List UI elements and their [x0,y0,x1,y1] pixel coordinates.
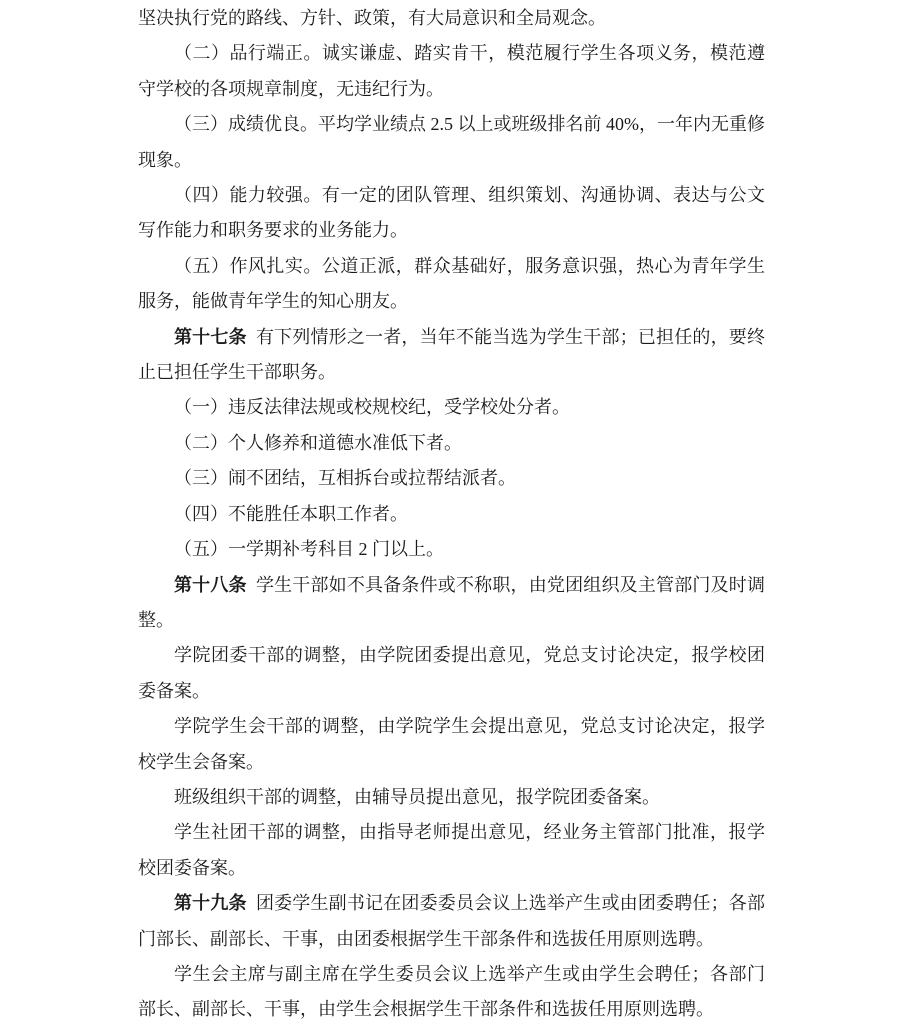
paragraph [138,461,765,496]
paragraph-text: （五）作风扎实。公道正派，群众基础好，服务意识强，热心为青年学生服务，能做青年学生的知心朋友。 [138,255,765,312]
document-content [138,1,765,1024]
paragraph-text: 学院团委干部的调整，由学院团委提出意见，党总支讨论决定，报学校团委备案。 [138,645,765,701]
paragraph-text: （四）能力较强。有一定的团队管理、组织策划、沟通协调、表达与公文写作能力和职务要求的业务能力。 [138,185,765,241]
paragraph-text: 学生干部如不具备条件或不称职，由党团组织及主管部门及时调整。 [138,574,765,630]
article-number: 第十八条 [174,574,247,595]
paragraph [138,709,765,780]
paragraph-text: （四）不能胜任本职工作者。 [174,503,408,524]
paragraph-text: 学生社团干部的调整，由指导老师提出意见，经业务主管部门批准，报学校团委备案。 [138,822,765,878]
paragraph-text: 学生会主席与副主席在学生委员会议上选举产生或由学生会聘任；各部门部长、副部长、干事，由学生会根据学生干部条件和选拔任用原则选聘。 [138,963,765,1020]
paragraph [138,1,765,36]
paragraph-text: （二）品行端正。诚实谦虚、踏实肯干，模范履行学生各项义务，模范遵守学校的各项规章制度，无违纪行为。 [138,43,765,99]
paragraph-text: （三）闹不团结，互相拆台或拉帮结派者。 [174,468,516,489]
paragraph [138,638,765,709]
paragraph [138,426,765,461]
paragraph [138,178,765,249]
paragraph-text: 学院学生会干部的调整，由学院学生会提出意见，党总支讨论决定，报学校学生会备案。 [138,716,765,772]
paragraph-text: （五）一学期补考科目 2 门以上。 [174,539,444,560]
paragraph [138,957,765,1024]
paragraph [138,532,765,567]
paragraph [138,815,765,886]
paragraph-text: 坚决执行党的路线、方针、政策，有大局意识和全局观念。 [138,8,606,28]
article-number: 第十九条 [174,893,247,914]
paragraph-text: （二）个人修养和道德水准低下者。 [174,432,462,453]
paragraph [138,780,765,815]
paragraph-article-19 [138,886,765,957]
paragraph-text: 团委学生副书记在团委委员会议上选举产生或由团委聘任；各部门部长、副部长、干事，由团委根据学生干部条件和选拔任用原则选聘。 [138,893,765,949]
paragraph-article-17 [138,320,765,391]
paragraph [138,390,765,425]
paragraph-text: 有下列情形之一者，当年不能当选为学生干部；已担任的，要终止已担任学生干部职务。 [138,326,765,383]
paragraph-text: （三）成绩优良。平均学业绩点 2.5 以上或班级排名前 40%，一年内无重修现象。 [138,114,765,170]
paragraph [138,36,765,107]
paragraph [138,107,765,178]
paragraph-article-18 [138,568,765,639]
paragraph-text: （一）违反法律法规或校规校纪，受学校处分者。 [174,397,570,418]
paragraph [138,249,765,320]
paragraph-text: 班级组织干部的调整，由辅导员提出意见，报学院团委备案。 [174,786,660,807]
article-number: 第十七条 [174,326,247,347]
paragraph [138,497,765,532]
